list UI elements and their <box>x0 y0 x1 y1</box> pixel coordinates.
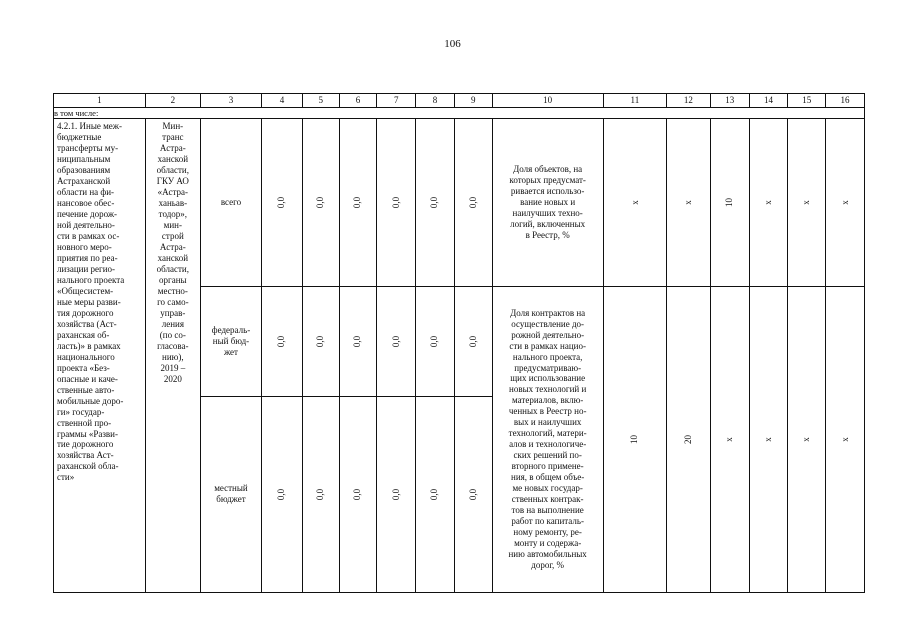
text-line: хозяйства (Аст- <box>57 318 117 329</box>
text-line: транс <box>162 132 184 143</box>
table-row <box>54 119 865 286</box>
text-line: опасные и каче- <box>57 373 118 384</box>
text-line: раханской обла- <box>57 461 119 472</box>
text-line: раханская об- <box>57 329 110 340</box>
column-number: 10 <box>492 94 603 108</box>
indicator-value: 10 <box>710 119 749 286</box>
text-line: сти» <box>57 472 75 483</box>
column-number: 3 <box>200 94 261 108</box>
indicator-value: х <box>826 286 865 592</box>
value-cell: 0,0 <box>377 119 416 286</box>
text-line: ния, в общем объе- <box>511 472 585 483</box>
text-line: новного меро- <box>57 242 112 253</box>
text-line: федераль- <box>211 324 251 335</box>
text-line: осуществление до- <box>511 318 585 329</box>
text-line: «Астра- <box>157 187 188 198</box>
text-line: Астра- <box>159 143 186 154</box>
text-line: предусматриваю- <box>514 362 582 373</box>
text-line: ханьав- <box>158 198 188 209</box>
text-line: нального проекта <box>57 274 125 285</box>
funding-source <box>200 286 261 396</box>
text-line: 2019 – <box>160 362 186 373</box>
text-line: органы <box>159 274 187 285</box>
text-line: лизации регио- <box>57 263 116 274</box>
text-line: ственных контрак- <box>511 494 584 505</box>
text-line: Мин- <box>162 121 184 132</box>
text-line: (по со- <box>159 329 186 340</box>
text-line: 2020 <box>163 373 182 384</box>
text-line: алов и технологиче- <box>509 439 587 450</box>
text-line: нального проекта, <box>512 351 583 362</box>
text-line: ные меры разви- <box>57 296 121 307</box>
text-line: ских решений по- <box>513 450 582 461</box>
value-cell: 0,0 <box>416 119 455 286</box>
indicator-value: 10 <box>603 286 666 592</box>
text-line: ГКУ АО <box>156 176 189 187</box>
text-line: печение дорож- <box>57 209 118 220</box>
text-line: проекта «Без- <box>57 362 110 373</box>
text-line: ривается использо- <box>510 186 585 197</box>
text-line: местный <box>214 483 248 494</box>
text-line: бюджет <box>216 494 246 505</box>
indicator-text <box>492 119 603 286</box>
text-line: нию), <box>162 351 184 362</box>
indicator-value: х <box>749 286 788 592</box>
text-line: гласова- <box>157 340 189 351</box>
value-cell: 0,0 <box>454 119 492 286</box>
text-line: ги» государ- <box>57 406 105 417</box>
text-line: трансферты му- <box>57 143 119 154</box>
text-line: области на фи- <box>57 187 115 198</box>
value-cell: 0,0 <box>262 286 303 396</box>
text-line: строй <box>161 231 184 242</box>
executor-text <box>157 121 189 383</box>
text-line: ханской <box>157 253 189 263</box>
value-cell: 0,0 <box>262 396 303 592</box>
text-line: всего <box>220 196 242 207</box>
indicator-value: х <box>826 119 865 286</box>
text-line: мобильные доро- <box>57 395 124 406</box>
text-line: работ по капиталь- <box>511 516 584 527</box>
indicator-value: х <box>788 286 826 592</box>
text-line: 4.2.1. Иные меж- <box>57 121 123 132</box>
column-number: 4 <box>262 94 303 108</box>
measure-name <box>54 119 146 593</box>
value-cell: 0,0 <box>454 396 492 592</box>
column-number: 2 <box>145 94 200 108</box>
text-line: сти в рамках ос- <box>57 231 120 242</box>
text-line: ственные авто- <box>57 384 115 395</box>
value-cell: 0,0 <box>302 286 339 396</box>
indicator-text <box>492 286 603 592</box>
column-number: 13 <box>710 94 749 108</box>
value-cell: 0,0 <box>377 286 416 396</box>
text-line: ной деятельно- <box>57 220 115 231</box>
text-line: ченных в Реестр но- <box>508 406 587 417</box>
text-line: хозяйства Аст- <box>57 450 114 461</box>
column-number: 15 <box>788 94 826 108</box>
column-number: 11 <box>603 94 666 108</box>
measure-name-text <box>57 121 124 482</box>
indicator-value: 20 <box>666 286 710 592</box>
subheader-row <box>54 108 865 119</box>
text-line: монту и содержа- <box>514 538 582 548</box>
indicator-value: х <box>749 119 788 286</box>
text-line: нансовое обес- <box>57 198 115 209</box>
text-line: ме новых государ- <box>512 483 583 494</box>
text-line: Доля объектов, на <box>513 164 583 175</box>
text-line: щих использование <box>510 373 586 384</box>
text-line: тов на выполнение <box>511 505 584 516</box>
text-line: нию автомобильных <box>508 548 587 559</box>
column-number-row <box>54 94 865 108</box>
text-line: «Общесистем- <box>57 285 114 296</box>
text-line: приятия по реа- <box>57 253 118 263</box>
value-cell: 0,0 <box>377 396 416 592</box>
text-line: ственной про- <box>57 417 112 428</box>
text-line: местно- <box>157 285 188 296</box>
value-cell: 0,0 <box>416 286 455 396</box>
value-cell: 0,0 <box>262 119 303 286</box>
text-line: тия дорожного <box>57 307 114 318</box>
text-line: вторного примене- <box>511 461 584 472</box>
text-line: Астра- <box>159 242 186 253</box>
text-line: ному ремонту, ре- <box>513 527 582 538</box>
value-cell: 0,0 <box>454 286 492 396</box>
value-cell: 0,0 <box>416 396 455 592</box>
column-number: 14 <box>749 94 788 108</box>
text-line: Доля контрактов на <box>510 307 586 318</box>
value-cell: 0,0 <box>339 286 377 396</box>
text-line: бюджетные <box>57 132 102 143</box>
text-line: в Реестр, % <box>525 229 570 240</box>
value-cell: 0,0 <box>302 119 339 286</box>
text-line: тие дорожного <box>57 439 114 450</box>
text-line: граммы «Разви- <box>57 428 118 439</box>
text-line: наилучших техно- <box>512 207 583 218</box>
column-number: 6 <box>339 94 377 108</box>
text-line: вание новых и <box>520 196 576 207</box>
subheader-spacer <box>145 108 864 119</box>
text-line: области, <box>156 263 189 274</box>
text-line: области, <box>156 165 189 176</box>
text-line: новых технологий и <box>509 384 587 395</box>
text-line: ласть)» в рамках <box>57 340 121 351</box>
executor-cell <box>145 119 200 593</box>
column-number: 7 <box>377 94 416 108</box>
page-number: 106 <box>444 38 461 50</box>
text-line: ханской <box>157 154 189 165</box>
text-line: сти в рамках нацио- <box>509 340 586 351</box>
text-line: го само- <box>157 296 189 307</box>
text-line: рожной деятельно- <box>511 329 585 340</box>
text-line: логий, включенных <box>510 218 586 229</box>
indicator-value: х <box>788 119 826 286</box>
text-line: тодор», <box>158 209 188 220</box>
indicator-value: х <box>710 286 749 592</box>
text-line: материалов, вклю- <box>512 395 584 406</box>
text-line: ления <box>161 318 184 329</box>
text-line: вых и наилучших <box>513 417 582 428</box>
main-table <box>53 93 865 593</box>
text-line: жет <box>223 346 238 357</box>
value-cell: 0,0 <box>339 119 377 286</box>
text-line: ниципальным <box>57 154 111 165</box>
text-line: дорог, % <box>531 559 565 570</box>
column-number: 5 <box>302 94 339 108</box>
text-line: образованиям <box>57 165 111 176</box>
column-number: 1 <box>54 94 146 108</box>
text-line: технологий, матери- <box>508 428 587 439</box>
text-line: управ- <box>160 307 186 318</box>
subheader-label: в том числе: <box>54 108 146 119</box>
column-number: 12 <box>666 94 710 108</box>
text-line: которых предусмат- <box>509 175 586 186</box>
funding-source <box>200 119 261 286</box>
text-line: ный бюд- <box>212 335 250 346</box>
funding-source <box>200 396 261 592</box>
column-number: 16 <box>826 94 865 108</box>
indicator-value: х <box>603 119 666 286</box>
text-line: Астраханской <box>57 176 111 187</box>
value-cell: 0,0 <box>302 396 339 592</box>
text-line: мин- <box>163 220 182 231</box>
indicator-value: х <box>666 119 710 286</box>
value-cell: 0,0 <box>339 396 377 592</box>
column-number: 8 <box>416 94 455 108</box>
text-line: национального <box>57 351 115 362</box>
column-number: 9 <box>454 94 492 108</box>
